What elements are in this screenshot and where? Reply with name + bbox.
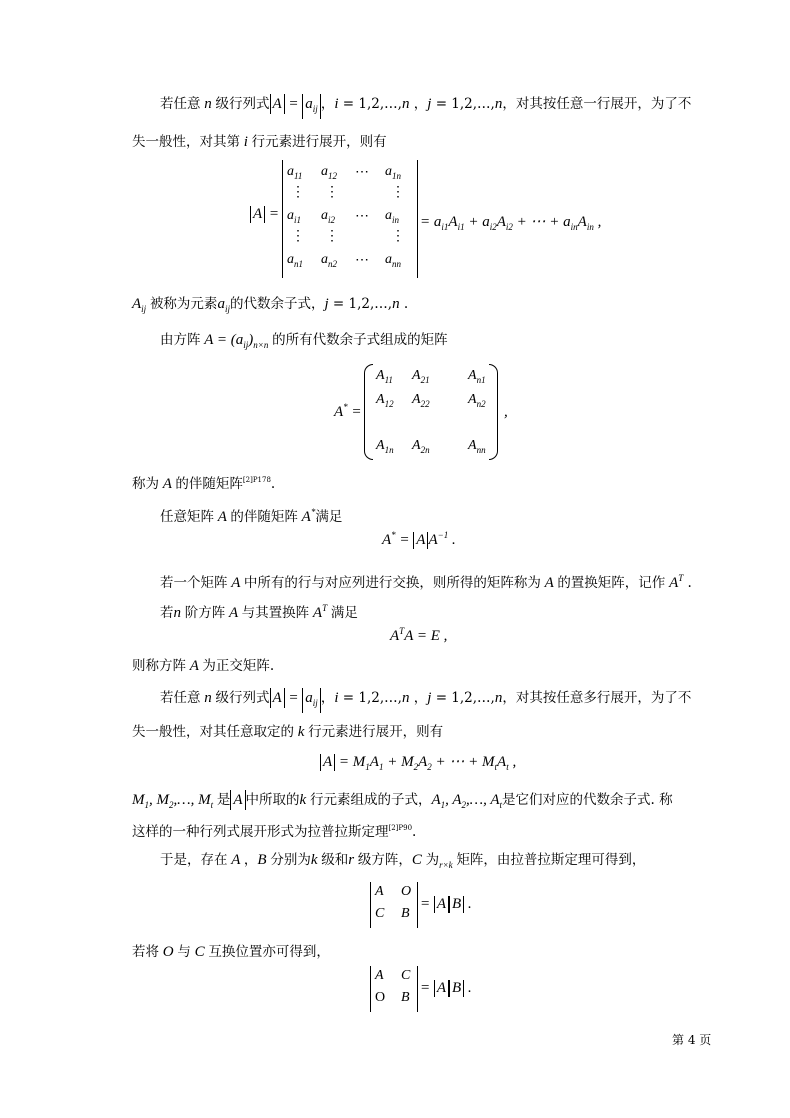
adj-cite: [2]P178 — [242, 476, 271, 484]
block-intro-tail: 矩阵，由拉普拉斯定理可得到， — [456, 852, 646, 868]
transpose-def: 若一个矩阵 — [160, 575, 228, 591]
adjoint-matrix: $A_{11}$ $A_{21}$ $A_{n1}$ $A_{12}$ $A_{22}$ $A_{n2}$ $A_{1n}$ $A_{2n}$ $A_{nn}$ — [364, 364, 498, 460]
block-det-2: A C O B — [370, 966, 418, 1012]
laplace-identity: $A = M_1A_1 + M_2A_2$ + ⋯ + $M_tA_t$ , — [320, 752, 516, 772]
swap-intro: 若将 — [132, 944, 159, 960]
cofactor-def: 被称为元素 — [149, 296, 218, 312]
block-intro: 于是，存在 — [160, 852, 228, 868]
laplace-tail: ，对其按任意多行展开，为了不 — [502, 690, 692, 706]
adj-label: A* = — [334, 402, 362, 420]
laplace-minors-mid2: 行元素组成的子式， — [309, 792, 432, 808]
orth-intro-tail: 满足 — [330, 605, 358, 621]
orth-intro-mid2: 与其置换阵 — [241, 605, 310, 621]
laplace-name: 这样的一种行列式展开形式为拉普拉斯定理 — [132, 824, 389, 840]
adj-prop: 任意矩阵 — [160, 509, 214, 525]
orth-called: 则称方阵 — [132, 658, 186, 674]
det-A-label: A = — [250, 206, 279, 223]
laplace-minors-tail: 是它们对应的代数余子式. 称 — [502, 792, 673, 808]
block-intro-mid2: 级和 — [321, 852, 349, 868]
laplace-after-n: 级行列式 — [215, 690, 270, 706]
adj-intro: 由方阵 — [160, 332, 201, 348]
adj-prop-tail: 满足 — [315, 509, 343, 525]
page-number: 第 4 页 — [672, 1033, 712, 1047]
swap-intro-tail: 互换位置亦可得到， — [208, 944, 330, 960]
block-intro-mid: 分别为 — [270, 852, 311, 868]
laplace-line2-tail: 行元素进行展开，则有 — [308, 724, 444, 740]
block-det-1: A O C B — [370, 882, 418, 928]
orth-called-tail: 为正交矩阵. — [202, 658, 275, 674]
laplace-line1: 若任意 — [160, 690, 201, 706]
p1-line2: 失一般性，对其第 — [132, 134, 240, 150]
cofactor-def-tail: 的代数余子式， — [229, 296, 325, 312]
adj-prop-mid: 的伴随矩阵 — [230, 509, 298, 525]
transpose-def-mid: 中所有的行与对应列进行交换，则所得的矩阵称为 — [243, 575, 541, 591]
adj-called-tail: 的伴随矩阵 — [175, 476, 243, 492]
swap-intro-mid: 与 — [177, 944, 191, 960]
laplace-minors: 是 — [216, 792, 231, 808]
laplace-cite: [2]P90 — [388, 824, 413, 832]
transpose-def-tail: 的置换矩阵，记作 — [557, 575, 666, 591]
block-intro-mid3: 级方阵， — [357, 852, 412, 868]
p1-text: 若任意 — [160, 96, 201, 112]
block-result-1: = A B . — [420, 896, 472, 912]
laplace-minors-mid: 中所取的 — [245, 792, 300, 808]
adj-intro-tail: 的所有代数余子式组成的矩阵 — [272, 332, 448, 348]
orth-identity: $A^TA = E$ , — [390, 626, 448, 644]
determinant-matrix: $a_{11}$ $a_{12}$ ⋯ $a_{1n}$ ⋮ ⋮ ⋮ $a_{i1}$ $a_{i2}$ ⋯ $a_{in}$ ⋮ ⋮ ⋮ $a_{n1}$ $a_{n2}$ ⋯ $a_{nn}$ — [282, 160, 418, 278]
expansion-rhs: = $a_{i1}A_{i1} + a_{i2}A_{i2}$ + ⋯ + $a_{in}A_{in}$ , — [420, 214, 602, 232]
p1-line2-tail: 行元素进行展开，则有 — [251, 134, 387, 150]
p1-text-b: 级行列式 — [215, 96, 270, 112]
adj-called: 称为 — [132, 476, 159, 492]
adj-identity: A* = A $A^{-1}$ . — [382, 530, 456, 548]
p1-tail: ，对其按任意一行展开，为了不 — [502, 96, 692, 112]
orth-intro-mid: 阶方阵 — [184, 605, 226, 621]
block-intro-mid4: 为 — [425, 852, 440, 868]
block-result-2: = A B . — [420, 980, 472, 996]
orth-intro: 若 — [160, 605, 174, 621]
laplace-line2: 失一般性，对其任意取定的 — [132, 724, 294, 740]
